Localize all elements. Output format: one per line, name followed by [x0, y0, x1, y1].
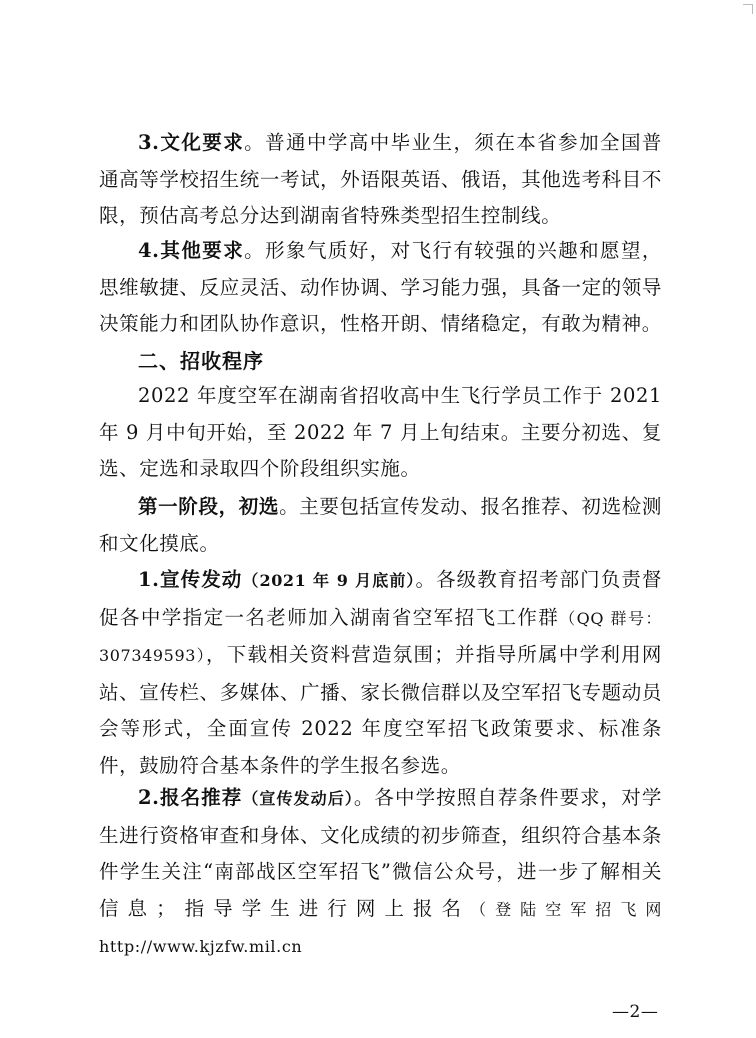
- paragraph-other-requirements: [99, 233, 662, 343]
- registration-text: 。各中学按照自荐条件要求，对学生进行资格审查和身体、文化成绩的初步筛查，组织符合基本条件学生关注“南部战区空军招飞”微信公众号，进一步了解相关信息；指导学生进行网上报名: [99, 786, 662, 920]
- qq-group-number: （QQ 群号：307349593）: [99, 608, 662, 665]
- stage-one-text: 。主要包括宣传发动、报名推荐、初选检测和文化摸底。: [99, 495, 662, 555]
- registration-website: （登陆空军招飞网 http://www.kjzfw.mil.cn: [99, 899, 662, 956]
- registration-timing: （宣传发动后）: [242, 789, 354, 808]
- publicity-title: 1.宣传发动: [138, 568, 243, 591]
- paragraph-cultural-requirements: [99, 125, 662, 235]
- page-number: —2—: [612, 1002, 659, 1022]
- heading-recruitment-procedure: 二、招收程序: [138, 349, 264, 373]
- section-title-cultural: 3.文化要求: [138, 131, 245, 154]
- publicity-text-a: 。各级教育招考部门负责督促各中学指定一名老师加入湖南省空军招飞工作群: [99, 568, 663, 629]
- registration-title: 2.报名推荐: [138, 786, 243, 809]
- stage-one-title: 第一阶段，初选: [138, 495, 280, 518]
- paragraph-stage-one: [99, 489, 662, 562]
- publicity-deadline: （2021 年 9 月底前）: [242, 571, 416, 590]
- paragraph-procedure-intro: 2022 年度空军在湖南省招收高中生飞行学员工作于 2021 年 9 月中旬开始，至 2022 年 7 月上旬结束。主要分初选、复选、定选和录取四个阶段组织实施。: [99, 384, 662, 480]
- section-text-other: 。形象气质好，对飞行有较强的兴趣和愿望，思维敏捷、反应灵活、动作协调、学习能力强，具备一定的领导决策能力和团队协作意识，性格开朗、情绪稳定，有敢为精神。: [99, 239, 662, 335]
- crop-mark: [743, 4, 753, 14]
- publicity-text-b: ，下载相关资料营造氛围；并指导所属中学利用网站、宣传栏、多媒体、广播、家长微信群以及空军招飞专题动员会等形式，全面宣传 2022 年度空军招飞政策要求、标准条件，鼓励符合基本条件的学生报名参选。: [99, 643, 662, 777]
- paragraph-publicity: [99, 562, 662, 784]
- section-title-other: 4.其他要求: [138, 239, 245, 262]
- paragraph-registration: [99, 780, 662, 966]
- section-text-cultural: 。普通中学高中毕业生，须在本省参加全国普通高等学校招生统一考试，外语限英语、俄语，其他选考科目不限，预估高考总分达到湖南省特殊类型招生控制线。: [99, 131, 662, 227]
